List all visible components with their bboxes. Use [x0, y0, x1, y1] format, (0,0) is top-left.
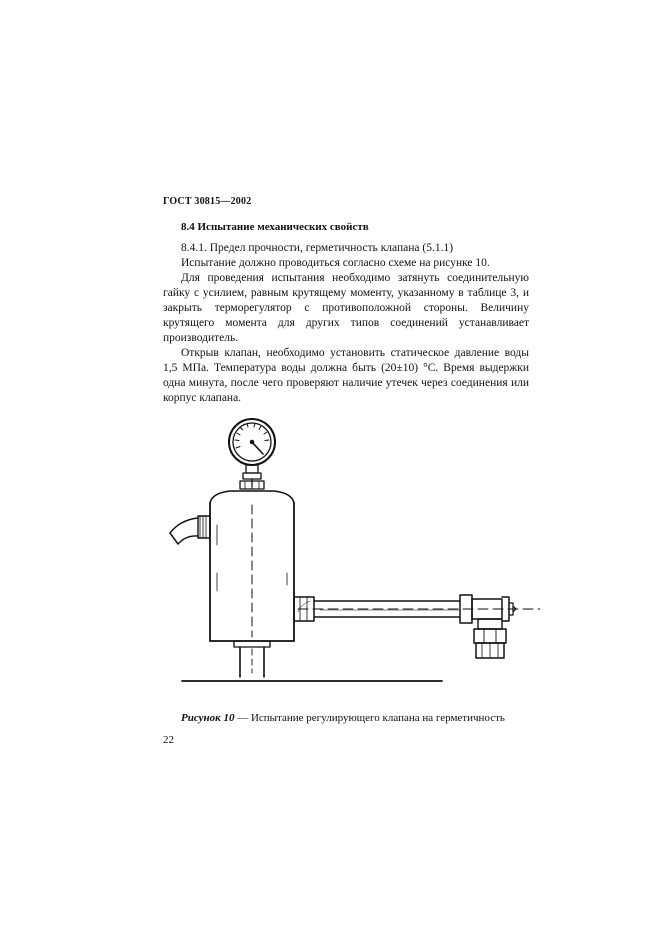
figure-label: Рисунок 10: [181, 712, 235, 724]
inlet-pipe: [170, 516, 210, 544]
paragraph-4: Открыв клапан, необходимо установить статическое давление воды 1,5 МПа. Температура воды должна быть (20±10) °С. Время выдержки одна минута, после чего проверяют наличие утечек через соединения или корпус клапана.: [163, 347, 529, 404]
caption-text: Испытание регулирующего клапана на герметичность: [250, 712, 505, 724]
body-text: [163, 241, 529, 406]
document-header: ГОСТ 30815—2002: [163, 196, 252, 207]
paragraph-2: Испытание должно проводиться согласно схеме на рисунке 10.: [181, 257, 490, 269]
test-vessel: [210, 491, 294, 641]
caption-dash: —: [234, 712, 251, 724]
figure-caption: [181, 712, 505, 724]
section-title: 8.4 Испытание механических свойств: [181, 221, 369, 233]
horizontal-pipe: [294, 597, 540, 621]
pressure-gauge-icon: [229, 419, 275, 489]
pressure-test-rig-drawing: [160, 405, 540, 695]
regulating-valve-icon: [460, 595, 516, 658]
paragraph-1: 8.4.1. Предел прочности, герметичность клапана (5.1.1): [181, 242, 454, 254]
paragraph-3: Для проведения испытания необходимо затянуть соединительную гайку с усилием, равным крутящему моменту, указанному в таблице 3, и закрыть терморегулятор с противоположной стороны. Величину крутящего момента для других типов соединений устанавливает производитель.: [163, 272, 529, 344]
vessel-stand: [182, 641, 442, 681]
page-number: 22: [163, 734, 174, 746]
